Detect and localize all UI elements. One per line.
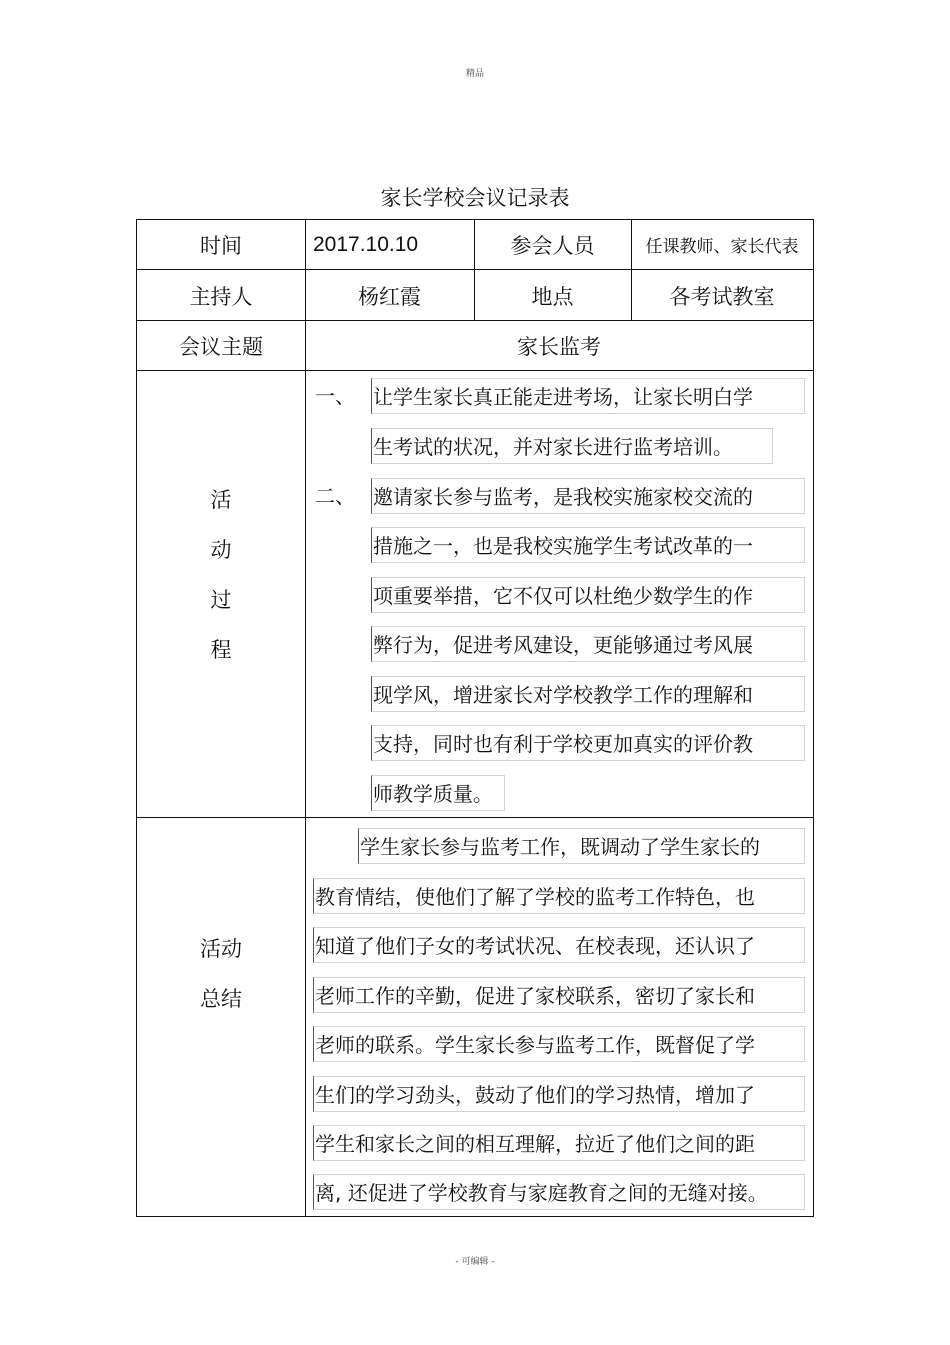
- process-label-char: 动: [210, 538, 232, 562]
- process-item-marker: 一、: [315, 384, 355, 408]
- summary-label: [137, 924, 305, 1024]
- process-line: 措施之一，也是我校实施学生考试改革的一: [371, 527, 805, 563]
- attendees-value: 任课教师、家长代表: [645, 237, 799, 257]
- page-title: 家长学校会议记录表: [380, 186, 570, 210]
- process-label: [137, 475, 305, 675]
- summary-label-line: 总结: [200, 987, 242, 1011]
- process-item-marker: 二、: [315, 484, 355, 508]
- header-mark: 精品: [465, 69, 484, 79]
- summary-line: 老师工作的辛勤，促进了家校联系，密切了家长和: [313, 977, 805, 1013]
- summary-label-line: 活动: [200, 937, 242, 961]
- time-label: 时间: [200, 234, 242, 258]
- process-line: 现学风，增进家长对学校教学工作的理解和: [371, 676, 805, 712]
- summary-line: 生们的学习劲头，鼓动了他们的学习热情，增加了: [313, 1076, 805, 1112]
- process-label-char: 活: [210, 488, 232, 512]
- topic-value: 家长监考: [517, 335, 601, 359]
- location-value: 各考试教室: [669, 284, 775, 309]
- host-value: 杨红霞: [358, 284, 421, 309]
- summary-line: 知道了他们子女的考试状况、在校表现，还认识了: [313, 927, 805, 963]
- process-line: 生考试的状况，并对家长进行监考培训。: [371, 428, 773, 464]
- process-line: 项重要举措，它不仅可以杜绝少数学生的作: [371, 577, 805, 613]
- row-divider: [137, 817, 813, 818]
- process-line: 支持，同时也有利于学校更加真实的评价教: [371, 725, 805, 761]
- meeting-record-table: [136, 219, 814, 1217]
- process-line: 让学生家长真正能走进考场，让家长明白学: [371, 378, 805, 414]
- process-line: 弊行为，促进考风建设，更能够通过考风展: [371, 626, 805, 662]
- process-label-char: 程: [210, 638, 232, 662]
- footer-mark: - 可编辑 -: [455, 1257, 495, 1267]
- location-label: 地点: [531, 284, 574, 309]
- process-line: 师教学质量。: [371, 775, 505, 811]
- process-line: 邀请家长参与监考，是我校实施家校交流的: [371, 478, 805, 514]
- summary-line: 学生家长参与监考工作，既调动了学生家长的: [358, 828, 805, 864]
- host-label: 主持人: [189, 284, 253, 309]
- attendees-label: 参会人员: [510, 234, 595, 258]
- topic-label: 会议主题: [179, 335, 263, 359]
- summary-line: 老师的联系。学生家长参与监考工作，既督促了学: [313, 1026, 805, 1062]
- process-label-char: 过: [210, 588, 232, 612]
- summary-line: 学生和家长之间的相互理解，拉近了他们之间的距: [313, 1125, 805, 1161]
- summary-line: 离, 还促进了学校教育与家庭教育之间的无缝对接。: [313, 1174, 805, 1210]
- time-value: 2017.10.10: [313, 233, 419, 256]
- summary-line: 教育情结，使他们了解了学校的监考工作特色，也: [313, 878, 805, 914]
